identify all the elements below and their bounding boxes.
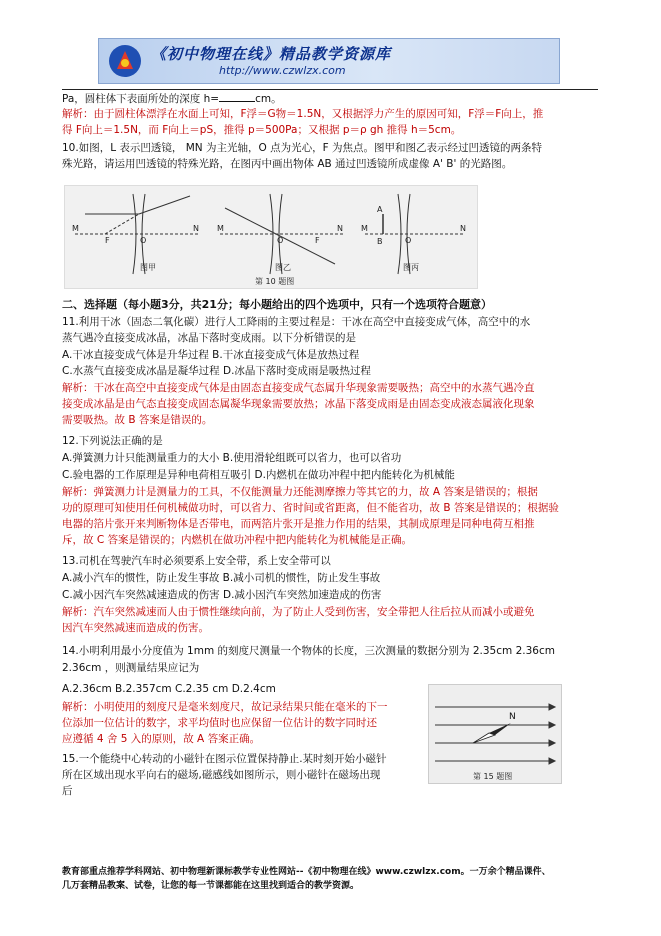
question-line: 10.如图，L 表示凹透镜， MN 为主光轴，O 点为光心，F 为焦点。图甲和图乙表示经过凹透镜的两条特 bbox=[62, 142, 542, 154]
question-line: 殊光路，请运用凹透镜的特殊光路，在图丙中画出物体 AB 通过凹透镜所成虚像 A' B' 的光路图。 bbox=[62, 158, 513, 170]
svg-text:N: N bbox=[460, 224, 466, 233]
figure-10-caption: 第 10 题图 bbox=[255, 277, 295, 286]
q11-option: C.水蒸气直接变成冰晶是凝华过程 D.冰晶下落时变成雨是吸热过程 bbox=[62, 365, 371, 377]
q14-option: A.2.36cm B.2.357cm C.2.35 cm D.2.4cm bbox=[62, 683, 276, 695]
q11-line: 蒸气遇冷直接变成冰晶，冰晶下落时变成雨。以下分析错误的是 bbox=[62, 332, 356, 344]
q11-analysis: 接变成冰晶是由气态直接变成固态属凝华现象需要放热；冰晶下落变成雨是由固态变成液态属液化现象 bbox=[62, 398, 535, 410]
analysis-line: 得 F向上＝1.5N，而 F向上＝pS，推得 p＝500Pa；又根据 p＝ρ gh 推得 h＝5cm。 bbox=[62, 124, 462, 136]
q12-option: C.验电器的工作原理是异种电荷相互吸引 D.内燃机在做功冲程中把内能转化为机械能 bbox=[62, 469, 455, 481]
svg-text:O: O bbox=[405, 236, 412, 245]
svg-text:O: O bbox=[277, 236, 284, 245]
svg-text:B: B bbox=[377, 237, 383, 246]
q13-analysis: 因汽车突然减速而造成的伤害。 bbox=[62, 622, 209, 634]
q11-option: A.干冰直接变成气体是升华过程 B.干冰直接变成气体是放热过程 bbox=[62, 349, 360, 361]
q15-line: 15.一个能绕中心转动的小磁针在图示位置保持静止.某时刻开始小磁针 bbox=[62, 753, 387, 765]
header-rule bbox=[62, 89, 598, 90]
svg-text:N: N bbox=[337, 224, 343, 233]
figure-10-label-c: 图丙 bbox=[403, 263, 419, 272]
figure-10 bbox=[64, 185, 478, 289]
q14-analysis: 解析：小明使用的刻度尺是毫米刻度尺，故记录结果只能在毫米的下一 bbox=[62, 701, 388, 713]
q15-line: 后 bbox=[62, 785, 73, 797]
svg-text:O: O bbox=[140, 236, 147, 245]
svg-text:M: M bbox=[72, 224, 79, 233]
footer-line: 教育部重点推荐学科网站、初中物理新课标教学专业性网站--《初中物理在线》www.czwlzx.com。一万余个精品课件、 bbox=[62, 867, 551, 877]
q14-line: 2.36cm ，则测量结果应记为 bbox=[62, 662, 200, 674]
figure-10-drawing bbox=[65, 186, 477, 288]
figure-10-label-a: 图甲 bbox=[140, 263, 156, 272]
svg-text:M: M bbox=[217, 224, 224, 233]
q13-option: C.减小因汽车突然减速造成的伤害 D.减小因汽车突然加速造成的伤害 bbox=[62, 589, 382, 601]
header-banner bbox=[98, 38, 560, 84]
footer-line: 几万套精品教案、试卷，让您的每一节课都能在这里找到适合的教学资源。 bbox=[62, 881, 360, 891]
analysis-line: 解析：由于圆柱体漂浮在水面上可知，F浮＝G物＝1.5N，又根据浮力产生的原因可知，F浮＝F向上，推 bbox=[62, 108, 544, 120]
text-line: Pa，圆柱体下表面所处的深度 h= cm。 bbox=[62, 93, 282, 105]
q12-analysis: 斥，故 C 答案是错误的；内燃机在做功冲程中把内能转化为机械能是正确。 bbox=[62, 534, 413, 546]
q12-analysis: 功的原理可知使用任何机械做功时，可以省力、省时间或省距离，但不能省功，故 B 答案是错误的；根据验 bbox=[62, 502, 559, 514]
q14-line: 14.小明利用最小分度值为 1mm 的刻度尺测量一个物体的长度，三次测量的数据分别为 2.35cm 2.36cm bbox=[62, 645, 555, 657]
section-heading: 二、选择题（每小题3分，共21分；每小题给出的四个选项中，只有一个选项符合题意） bbox=[62, 298, 492, 311]
q13-line: 13.司机在驾驶汽车时必须要系上安全带，系上安全带可以 bbox=[62, 555, 331, 567]
q14-analysis: 位添加一位估计的数字，求平均值时也应保留一位估计的数字同时还 bbox=[62, 717, 377, 729]
svg-text:N: N bbox=[193, 224, 199, 233]
svg-text:A: A bbox=[377, 205, 383, 214]
q13-option: A.减小汽车的惯性，防止发生事故 B.减小司机的惯性，防止发生事故 bbox=[62, 572, 381, 584]
q14-analysis: 应遵循 4 舍 5 入的原则，故 A 答案正确。 bbox=[62, 733, 261, 745]
q12-analysis: 电器的箔片张开来判断物体是否带电，而两箔片张开是推力作用的结果，其制成原理是同种电荷互相推 bbox=[62, 518, 535, 530]
q12-line: 12.下列说法正确的是 bbox=[62, 435, 163, 447]
q12-option: A.弹簧测力计只能测量重力的大小 B.使用滑轮组既可以省力，也可以省功 bbox=[62, 452, 402, 464]
figure-15-label-n: N bbox=[509, 712, 516, 722]
banner-title: 《初中物理在线》精品教学资源库 bbox=[151, 45, 392, 63]
figure-10-label-b: 图乙 bbox=[275, 263, 291, 272]
q11-line: 11.利用干冰（固态二氧化碳）进行人工降雨的主要过程是：干冰在高空中直接变成气体，高空中的水 bbox=[62, 316, 531, 328]
q15-line: 所在区域出现水平向右的磁场,磁感线如图所示，则小磁针在磁场出现 bbox=[62, 769, 381, 781]
q12-analysis: 解析：弹簧测力计是测量力的工具，不仅能测量力还能测摩擦力等其它的力，故 A 答案是错误的；根据 bbox=[62, 486, 538, 498]
q11-analysis: 需要吸热。故 B 答案是错误的。 bbox=[62, 414, 213, 426]
q13-analysis: 解析：汽车突然减速而人由于惯性继续向前，为了防止人受到伤害，安全带把人往后拉从而减小或避免 bbox=[62, 606, 535, 618]
banner-url: http://www.czwlzx.com bbox=[219, 64, 346, 77]
svg-text:F: F bbox=[105, 236, 110, 245]
figure-15 bbox=[428, 684, 562, 784]
figure-15-drawing bbox=[429, 685, 561, 783]
site-logo-icon bbox=[107, 43, 143, 79]
figure-15-caption: 第 15 题图 bbox=[473, 772, 513, 781]
svg-text:F: F bbox=[315, 236, 320, 245]
svg-text:M: M bbox=[361, 224, 368, 233]
q11-analysis: 解析：干冰在高空中直接变成气体是由固态直接变成气态属升华现象需要吸热；高空中的水蒸气遇冷直 bbox=[62, 382, 535, 394]
